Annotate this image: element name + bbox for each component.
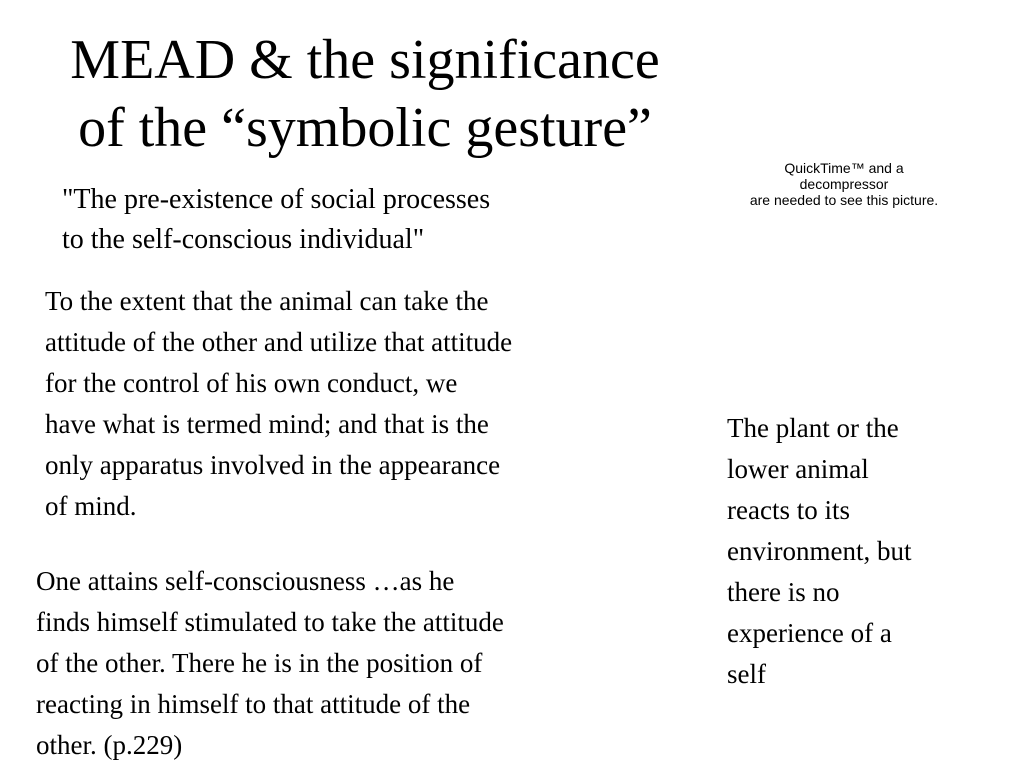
slide-subtitle-quote (62, 180, 622, 260)
paragraph-line: The plant or the (727, 413, 899, 443)
paragraph-line: attitude of the other and utilize that attitude (45, 327, 513, 357)
paragraph-line: environment, but (727, 536, 912, 566)
paragraph-line: experience of a (727, 618, 892, 648)
paragraph-line: finds himself stimulated to take the attitude (36, 607, 504, 637)
paragraph-line: reacting in himself to that attitude of the (36, 689, 471, 719)
title-line: of the “symbolic gesture” (78, 97, 652, 159)
paragraph-line: there is no (727, 577, 840, 607)
slide-title (30, 26, 700, 162)
paragraph-plant-animal-note (727, 408, 987, 695)
subtitle-line: to the self-conscious individual" (62, 224, 425, 255)
paragraph-line: of mind. (45, 491, 137, 521)
paragraph-line: To the extent that the animal can take the (45, 286, 489, 316)
subtitle-line: "The pre-existence of social processes (62, 184, 491, 215)
paragraph-line: only apparatus involved in the appearance (45, 450, 501, 480)
paragraph-line: for the control of his own conduct, we (45, 368, 458, 398)
paragraph-line: reacts to its (727, 495, 850, 525)
placeholder-line: QuickTime™ and a (784, 160, 904, 176)
paragraph-line: One attains self-consciousness …as he (36, 566, 455, 596)
paragraph-line: other. (p.229) (36, 730, 183, 760)
paragraph-line: have what is termed mind; and that is the (45, 409, 489, 439)
paragraph-mind-quote (45, 281, 645, 527)
placeholder-line: decompressor (799, 176, 889, 192)
paragraph-line: of the other. There he is in the position of (36, 648, 483, 678)
placeholder-line: are needed to see this picture. (749, 192, 939, 208)
paragraph-line: lower animal (727, 454, 869, 484)
paragraph-self-consciousness-quote (36, 561, 636, 766)
paragraph-line: self (727, 659, 766, 689)
quicktime-image-placeholder (720, 160, 968, 208)
title-line: MEAD & the significance (70, 29, 660, 91)
